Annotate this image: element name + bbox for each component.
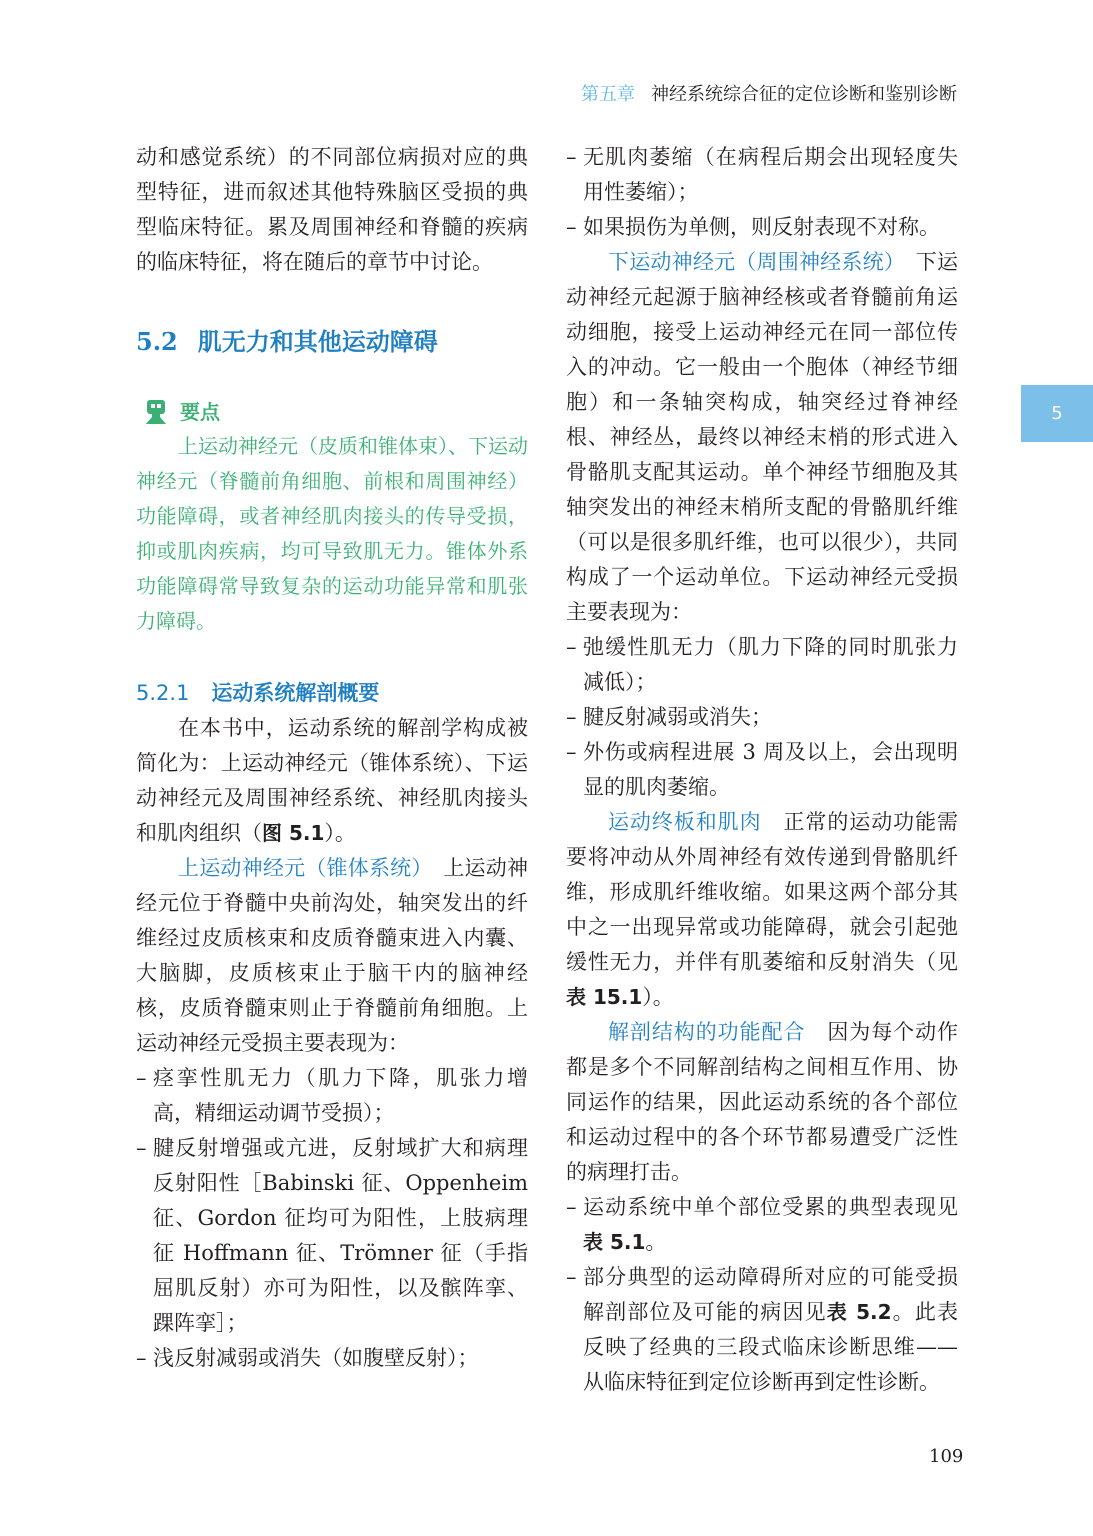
subsection-number: 5.2.1 xyxy=(136,681,190,705)
table-ref: 表 5.2 xyxy=(826,1300,892,1324)
list-item: – 运动系统中单个部位受累的典型表现见表 5.1。 xyxy=(566,1195,958,1254)
section-title: 肌无力和其他运动障碍 xyxy=(197,327,438,356)
coord-paragraph xyxy=(566,1015,958,1190)
list-item-text: 部分典型的运动障碍所对应的可能受损解剖部位及可能的病因见 xyxy=(583,1265,958,1324)
list-item-text: 浅反射减弱或消失（如腹壁反射）； xyxy=(153,1346,479,1370)
running-header xyxy=(581,80,957,106)
key-points-label: 要点 xyxy=(180,400,220,424)
list-item: – 部分典型的运动障碍所对应的可能受损解剖部位及可能的病因见表 5.2。此表反映了经典的三段式临床诊断思维——从临床特征到定位诊断再到定性诊断。 xyxy=(566,1265,959,1394)
right-column xyxy=(566,140,958,1400)
anatomy-paragraph xyxy=(136,711,528,851)
list-item-text: 弛缓性肌无力（肌力下降的同时肌张力减低）； xyxy=(583,635,958,694)
endplate-text: 正常的运动功能需要将冲动从外周神经有效传递到骨骼肌纤维，形成肌纤维收缩。如果这两个部分其中之一出现异常或功能障碍，就会引起弛缓性无力，并伴有肌萎缩和反射消失（见 xyxy=(566,810,959,974)
key-points-heading xyxy=(136,395,528,429)
endplate-text-end: ）。 xyxy=(642,985,674,1009)
list-item: – 无肌肉萎缩（在病程后期会出现轻度失用性萎缩）； xyxy=(566,145,958,204)
list-item-text: 痉挛性肌无力（肌力下降，肌张力增高，精细运动调节受损）； xyxy=(153,1066,528,1125)
list-item-text: 运动系统中单个部位受累的典型表现见 xyxy=(583,1195,958,1219)
list-item-text: 无肌肉萎缩（在病程后期会出现轻度失用性萎缩）； xyxy=(583,145,958,204)
subsection-title: 运动系统解剖概要 xyxy=(211,681,380,705)
key-points-icon xyxy=(144,399,168,425)
coord-term: 解剖结构的功能配合 xyxy=(608,1020,806,1044)
list-item-text-end: 。 xyxy=(645,1230,667,1254)
chapter-tab: 5 xyxy=(1021,385,1093,442)
page-number: 109 xyxy=(929,1446,964,1467)
list-item: – 外伤或病程进展 3 周及以上，会出现明显的肌肉萎缩。 xyxy=(566,740,958,799)
list-item: – 腱反射增强或亢进，反射域扩大和病理反射阳性［Babinski 征、Oppenheim 征、Gordon 征均可为阳性，上肢病理征 Hoffmann 征、Trömner 征（手指屈肌反射）亦可为阳性，以及髌阵挛、踝阵挛］； xyxy=(136,1136,528,1335)
table-ref: 表 15.1 xyxy=(566,985,643,1009)
lmn-term: 下运动神经元（周围神经系统） xyxy=(608,250,895,274)
umn-text: 上运动神经元位于脊髓中央前沟处，轴突发出的纤维经过皮质核束和皮质脊髓束进入内囊、大脑脚，皮质核束止于脑干内的脑神经核，皮质脊髓束则止于脊髓前角细胞。上运动神经元受损主要表现为： xyxy=(136,856,528,1055)
lmn-text: 下运动神经元起源于脑神经核或者脊髓前角运动细胞，接受上运动神经元在同一部位传入的冲动。它一般由一个胞体（神经节细胞）和一条轴突构成，轴突经过脊神经根、神经丛，最终以神经末梢的形式进入骨骼肌支配其运动。单个神经节细胞及其轴突发出的神经末梢所支配的骨骼肌纤维（可以是很多肌纤维，也可以很少），共同构成了一个运动单位。下运动神经元受损主要表现为： xyxy=(566,250,958,624)
anatomy-text-end: ）。 xyxy=(324,821,356,845)
list-item-text: 如果损伤为单侧，则反射表现不对称。 xyxy=(583,215,940,239)
list-item-text: 腱反射减弱或消失； xyxy=(583,705,772,729)
section-number: 5.2 xyxy=(136,327,178,356)
figure-ref: 图 5.1 xyxy=(262,821,325,845)
endplate-term: 运动终板和肌肉 xyxy=(608,810,762,834)
endplate-paragraph xyxy=(566,805,958,1015)
left-column xyxy=(136,140,528,1376)
list-item: – 腱反射减弱或消失； xyxy=(566,705,772,729)
key-points-text: 上运动神经元（皮质和锥体束）、下运动神经元（脊髓前角细胞、前根和周围神经）功能障碍，或者神经肌肉接头的传导受损，抑或肌肉疾病，均可导致肌无力。锥体外系功能障碍常导致复杂的运动功能异常和肌张力障碍。 xyxy=(136,434,528,633)
list-item-text-end: 。此表反映了经典的三段式临床诊断思维——从临床特征到定位诊断再到定性诊断。 xyxy=(583,1300,959,1394)
list-item: – 弛缓性肌无力（肌力下降的同时肌张力减低）； xyxy=(566,635,958,694)
table-ref: 表 5.1 xyxy=(583,1230,646,1254)
list-item: – 浅反射减弱或消失（如腹壁反射）； xyxy=(136,1346,479,1370)
list-item-text: 外伤或病程进展 3 周及以上，会出现明显的肌肉萎缩。 xyxy=(583,740,958,799)
subsection-heading xyxy=(136,676,528,711)
intro-paragraph: 动和感觉系统）的不同部位病损对应的典型特征，进而叙述其他特殊脑区受损的典型临床特征。累及周围神经和脊髓的疾病的临床特征，将在随后的章节中讨论。 xyxy=(136,145,528,274)
umn-term: 上运动神经元（锥体系统） xyxy=(178,856,423,880)
umn-paragraph xyxy=(136,851,528,1061)
list-item: – 如果损伤为单侧，则反射表现不对称。 xyxy=(566,215,940,239)
header-chapter: 第五章 xyxy=(581,84,635,105)
lmn-paragraph xyxy=(566,245,958,630)
anatomy-text: 在本书中，运动系统的解剖学构成被简化为：上运动神经元（锥体系统）、下运动神经元及周围神经系统、神经肌肉接头和肌肉组织（ xyxy=(136,716,528,845)
section-heading xyxy=(136,322,528,362)
coord-text: 因为每个动作都是多个不同解剖结构之间相互作用、协同运作的结果，因此运动系统的各个部位和运动过程中的各个环节都易遭受广泛性的病理打击。 xyxy=(566,1020,959,1184)
header-title: 神经系统综合征的定位诊断和鉴别诊断 xyxy=(651,84,957,105)
list-item-text: 腱反射增强或亢进，反射域扩大和病理反射阳性［Babinski 征、Oppenheim 征、Gordon 征均可为阳性，上肢病理征 Hoffmann 征、Trömner 征（手指屈肌反射）亦可为阳性，以及髌阵挛、踝阵挛］； xyxy=(153,1136,528,1335)
list-item: – 痉挛性肌无力（肌力下降，肌张力增高，精细运动调节受损）； xyxy=(136,1066,528,1125)
